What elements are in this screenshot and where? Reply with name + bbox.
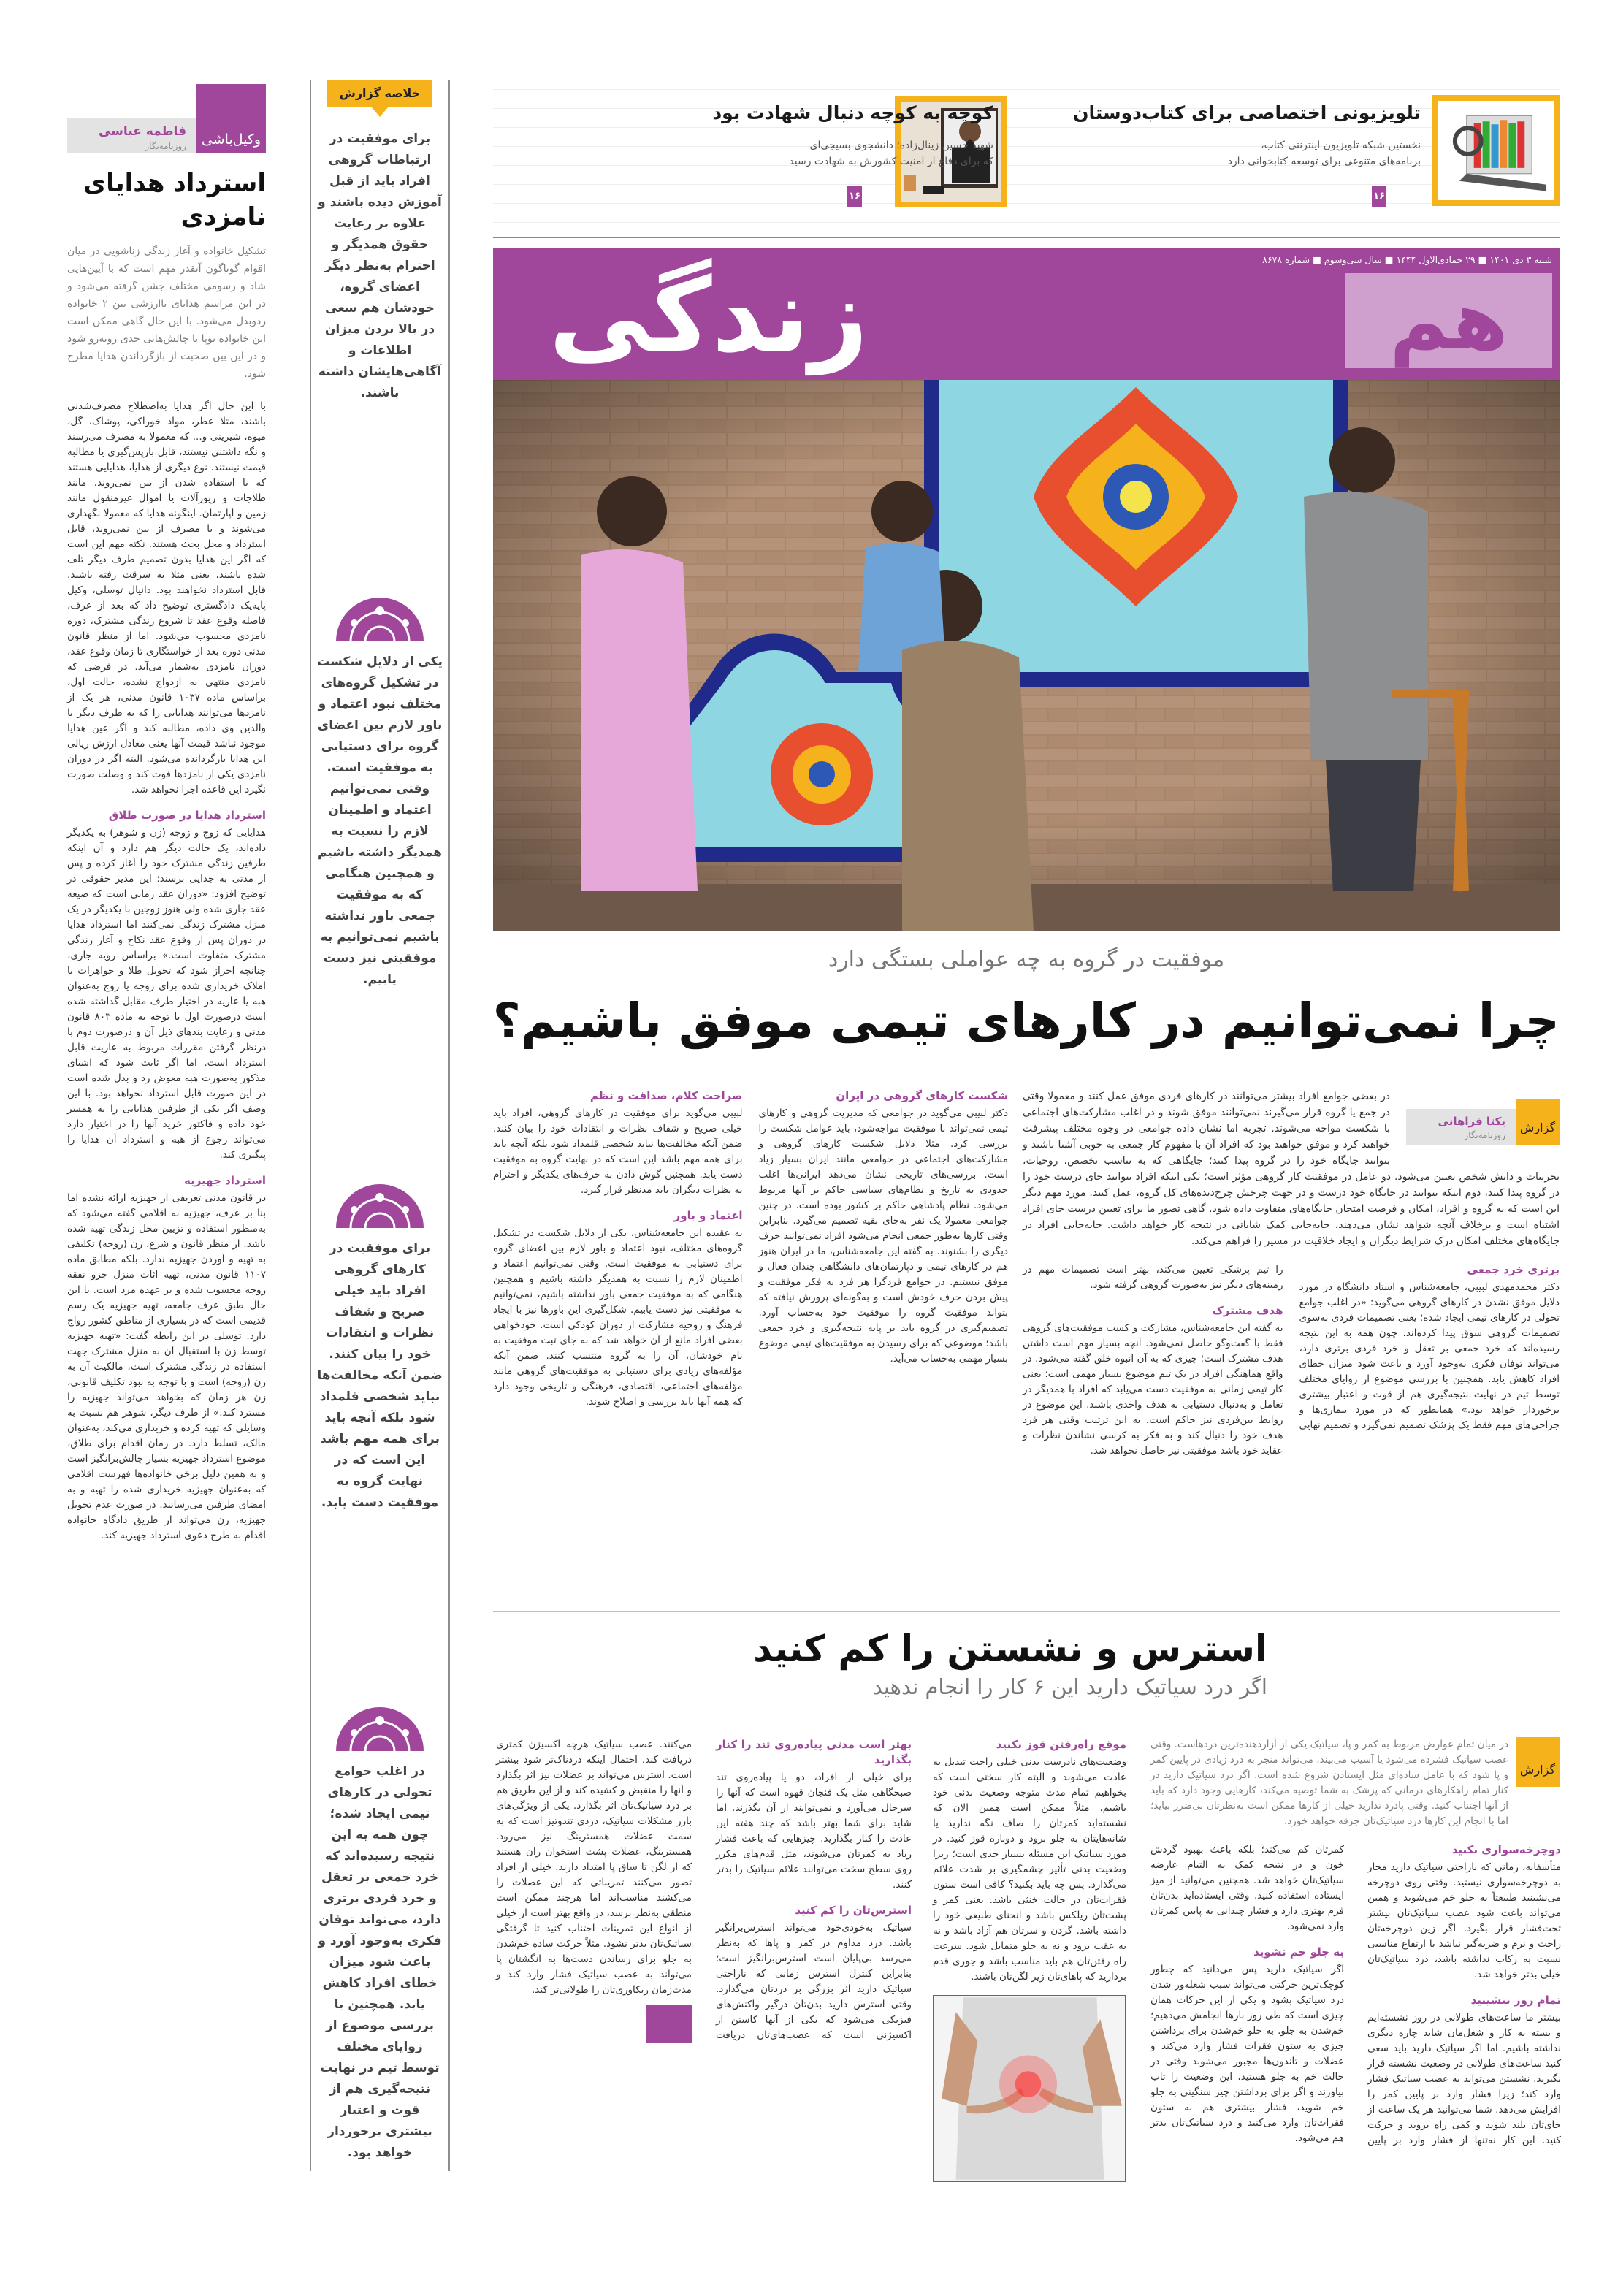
- teaser-sub-line: که برای دفاع از امنیت کشورش به شهادت رسید: [789, 156, 993, 167]
- section-label: گزارش: [1516, 1737, 1560, 1787]
- section-subheading: صراحت کلام، صداقت و نظم: [589, 1089, 743, 1102]
- back-pain-photo: [933, 1995, 1126, 2182]
- second-intro: در میان تمام عوارض مربوط به کمر و پا، سیاتیک یکی از آزاردهنده‌ترین دردهاست. وقتی عصب سیاتیک فشرده می‌شود یا آسیب می‌بیند، می‌تواند منجر به درد زیادی در پایین کمر و پا شود که با عامل ساده‌ای مثل ایستادن شروع شده است. اگر درد سیاتیک دارید در کنار تمام راهکارهای درمانی که پزشک به شما توصیه می‌کند، کارهایی وجود دارد که باید از آنها اجتناب کنید. وقتی پادرد ندارید خیلی از کارها ممکن است به‌نظرتان بی‌ضرر بیاید؛ اما با انجام این کارها درد سیاتیک‌تان جرقه خواهد خورد.: [1150, 1739, 1508, 1827]
- pull-quote: برای موفقیت در ارتباطات گروهی افراد باید از قبل آموزش دیده باشند و علاوه بر رعایت حقوق همدیگر و احترام به‌نظر دیگر اعضای گروه، خودشان هم سعی در بالا بردن میزان اطلاعات و آگاهی‌هایشان داشته باشند.: [318, 131, 442, 400]
- section-subheading: به جلو خم نشوید: [1253, 1945, 1344, 1959]
- left-lead: تشکیل خانواده و آغاز زندگی زناشویی در میان اقوام گوناگون آنقدر مهم است که با آیین‌هایی شاد و رسومی مختلف جشن گرفته می‌شود و در این مراسم هدایای باارزشی بین ۲ خانواده ردوبدل می‌شود. با این حال گاهی ممکن است این خانواده نوپا با چالش‌هایی جدی روبه‌رو شود و در این بین صحبت از بازگرداندن هدایا مطرح شود.: [67, 245, 266, 380]
- author-name: یکتا فراهانی: [1438, 1115, 1505, 1128]
- team-puzzle-illustration: [493, 380, 1560, 931]
- byline: [67, 118, 196, 153]
- section-subheading: استرداد جهیزیه: [183, 1174, 266, 1187]
- section-masthead: [493, 248, 1560, 380]
- main-kicker: موفقیت در گروه به چه عواملی بستگی دارد: [828, 947, 1225, 972]
- section-subheading: اعتماد و باور: [673, 1209, 743, 1222]
- pull-quote: در اغلب جوامع تحولی در کارهای تیمی ایجاد شده؛ چون همه به این نتیجه رسیده‌اند که خرد جمعی بر تعقل و خرد فردی برتری دارد، می‌تواند توفان فکری به‌وجود آورد و باعث شود میزان خطای افراد کاهش یابد. همچنین با بررسی موضوع از زوایای مختلف توسط تیم در نهایت نتیجه‌گیری هم از قوت و اعتبار بیشتری برخوردار خواهد بود.: [318, 1764, 442, 2160]
- teaser-sub: [1056, 137, 1421, 169]
- section-paragraph: به گفته این جامعه‌شناس، مشارکت و کسب موفقیت‌های گروهی فقط با گفت‌وگو حاصل نمی‌شود. آنچه بسیار مهم است داشتن هدف مشترک است؛ چیزی که به آن انبوه خلق گفته می‌شود. در واقع هماهنگی افراد در یک تیم موضوع بسیار مهمی است؛ یعنی کار تیمی زمانی به موفقیت دست می‌یابد که افراد با همدیگر در تعامل و به‌دنبال دستیابی به هدف واحدی باشند. این موضوع در روابط بین‌فردی نیز حاکم است. به این ترتیب وقتی هر فرد هدف خود را دنبال کند و به فکر به کرسی نشاندن نظرات و عقاید خود باشد موفقیتی نیز حاصل نخواهد شد.: [1023, 1322, 1283, 1457]
- dateline: شنبه ۳ دی ۱۴۰۱ ■ ۲۹ جمادی‌الاول ۱۴۴۴ ■ سال سی‌وسوم ■ شماره ۸۶۷۸: [1262, 254, 1552, 265]
- logo-part-zendegi: زندگی: [549, 256, 869, 375]
- second-article-right: [1150, 1737, 1561, 2148]
- teaser-sub-line: شهید حسین زینال‌زاده؛ دانشجوی بسیجی‌ای: [809, 140, 993, 151]
- teaser-sub: [657, 137, 993, 169]
- mandala-ornament-icon: [332, 1184, 427, 1228]
- section-subheading: موقع راه‌رفتن قوز نکنید: [996, 1738, 1126, 1751]
- section-subheading: استرس‌تان را کم کنید: [795, 1904, 912, 1917]
- main-body-left: [493, 1088, 1008, 1410]
- divider: [493, 1611, 1560, 1612]
- byline-block: [1399, 1099, 1560, 1160]
- back-pain-illustration: [934, 1996, 1125, 2181]
- main-article-right: [1023, 1088, 1560, 1459]
- section-paragraph: وضعیت‌های نادرست بدنی خیلی راحت تبدیل به عادت می‌شوند و البته کار سختی است که بخواهیم تمام مدت متوجه وضعیت بدنی خود باشیم. مثلاً ممکن است همین الان که نشسته‌اید کمرتان را صاف نگه ندارید یا شانه‌هایتان به جلو برود و دوباره قوز کنید. در مورد سیاتیک این مسئله بسیار جدی است؛ زیرا وضعیت بدنی تأثیر چشمگیری بر شدت علائم می‌گذارد. پس چه باید بکنید؟ کافی است ستون فقرات‌تان در حالت خنثی باشد. یعنی کمر و پشت‌تان ریلکس باشد و انحنای طبیعی خود را داشته باشد. گردن و سرتان هم آزاد باشد و نه به عقب برود و نه به جلو متمایل شود. سرعت راه رفتن‌تان هم باید مناسب باشد و جوری قدم بردارید که پاهای‌تان زیر لگن‌تان باشند.: [933, 1756, 1126, 1983]
- author-role: روزنامه‌نگار: [145, 141, 186, 151]
- section-subheading: دوچرخه‌سواری نکنید: [1451, 1843, 1561, 1856]
- logo-part-ham: هم: [1345, 273, 1552, 368]
- section-subheading: هدف مشترک: [1212, 1304, 1283, 1317]
- main-intro: [1023, 1088, 1560, 1249]
- section-subheading: برتری خرد جمعی: [1467, 1263, 1560, 1276]
- pull-quote: برای موفقیت در کارهای گروهی افراد باید خیلی صریح و شفاف نظرات و انتقادات خود را بیان کنند. ضمن آنکه مخالفت‌ها نباید شخصی قلمداد شود بلکه آنچه باید برای همه مهم باشد این است که در نهایت گروه به موفقیت دست یابد.: [317, 1241, 443, 1510]
- teaser-title[interactable]: تلویزیونی اختصاصی برای کتاب‌دوستان: [1073, 102, 1421, 123]
- second-article-middle: [933, 1737, 1126, 2182]
- second-body-right: [1150, 1842, 1561, 2148]
- report-summary-sidebar: [310, 80, 450, 2171]
- summary-label: خلاصه گزارش: [327, 80, 432, 107]
- second-headline: استرس و نشستن را کم کنید: [753, 1628, 1267, 1670]
- section-subheading: بهتر است مدتی پیاده‌روی تند را کنار بگذارید: [716, 1738, 912, 1766]
- section-paragraph: متأسفانه، زمانی که ناراحتی سیاتیک دارید مجاز به دوچرخه‌سواری نیستید. وقتی روی دوچرخه می‌نشینید طبیعتاً به جلو خم می‌شوید و همین می‌تواند باعث شود عصب سیاتیک‌تان بیشتر تحت‌فشار قرار بگیرد. اگر زین دوچرخه‌تان راحت و نرم و ضربه‌گیر نباشد یا ارتفاع مناسبی نسبت به رکاب نداشته باشد، درد سیاتیک‌تان خیلی بدتر خواهد شد.: [1367, 1861, 1561, 1980]
- left-headline: استرداد هدایای نامزدی: [83, 169, 266, 232]
- second-article-left: [496, 1737, 912, 2043]
- section-paragraph: سیاتیک به‌خودی‌خود می‌تواند استرس‌برانگیز باشد. درد مداوم در کمر و پاها که به‌نظر می‌رسد بی‌پایان است استرس‌برانگیز است؛ بنابراین کنترل استرس زمانی که ناراحتی سیاتیک دارید اثر بزرگی بر دردتان می‌گذارد. وقتی استرس دارید بدن‌تان درگیر واکنش‌های فیزیکی می‌شود که یکی از آنها کاستن از اکسیژنی است که عصب‌های‌تان دریافت می‌کنند. عصب سیاتیک هرچه اکسیژن کمتری دریافت کند، احتمال اینکه دردناک‌تر شود بیشتر است. استرس می‌تواند بر عضلات نیز اثر بگذارد و آنها را منقبض و کشیده کند و از این طریق هم بر درد سیاتیک‌تان اثر بگذارد. یکی از ویژگی‌های بارز مشکلات سیاتیک، دردی تندوتیز است که به سمت عضلات همسترینگ نیز می‌رود. همسترینگ، عضلات پشت استخوان ران هستند که از لگن تا ساق پا امتداد دارند. خیلی از افراد تصور می‌کنند تمریناتی که این عضلات را می‌کشند مناسب‌اند اما هرچند ممکن است منطقی به‌نظر برسد، در واقع بهتر است از خیلی از انواع این تمرینات اجتناب کنید تا گرفتگی سیاتیک‌تان بدتر نشود. مثلاً حرکت ساده خم‌شدن به جلو برای رساندن دست‌ها به انگشتان پا می‌تواند به عصب سیاتیک فشار وارد کند و مدت‌زمان ریکاوری‌تان را طولانی‌تر کند.: [496, 1739, 912, 2041]
- section-subheading: استرداد هدایا در صورت طلاق: [108, 809, 266, 822]
- section-label: وکیل‌باشی: [196, 84, 266, 153]
- second-subheadline: اگر درد سیاتیک دارید این ۶ کار را انجام ندهید: [872, 1674, 1267, 1699]
- second-body-mid: [933, 1737, 1126, 1985]
- section-paragraph: دکتر محمدمهدی لبیبی، جامعه‌شناس و استاد دانشگاه در مورد دلایل موفق نشدن در کارهای گروهی می‌گوید: «در اغلب جوامع تحولی در کارهای تیمی ایجاد شده؛ یعنی تصمیمات فردی به‌سوی تصمیمات گروهی سوق پیدا کرده‌اند. چون همه به این نتیجه رسیده‌اند که خرد جمعی بر تعقل و خرد فردی برتری دارد، می‌تواند توفان فکری به‌وجود آورد و باعث شود میزان خطای افراد کاهش یابد. همچنین با بررسی موضوع از زوایای مختلف توسط تیم در نهایت نتیجه‌گیری هم از قوت و اعتبار بیشتری برخوردار خواهد بود.» همانطور که در مورد بیماری‌ها و جراحی‌های مهم فقط یک پزشک تصمیم نمی‌گیرد و تصمیم نهایی را تیم پزشکی تعیین می‌کند، بهتر است تصمیمات مهم در زمینه‌های دیگر نیز به‌صورت گروهی گرفته شود.: [1023, 1264, 1560, 1431]
- main-headline: چرا نمی‌توانیم در کارهای تیمی موفق باشیم؟: [492, 993, 1560, 1049]
- section-subheading: شکست کارهای گروهی در ایران: [836, 1089, 1008, 1102]
- left-article: [67, 80, 266, 1544]
- second-body-left: [496, 1737, 912, 2043]
- pull-quote: یکی از دلایل شکست در تشکیل گروه‌های مختلف نبود اعتماد و باور لازم بین اعضای گروه برای دستیابی به موفقیت است. وقتی نمی‌توانیم اعتماد و اطمینان لازم را نسبت به همدیگر داشته باشیم و همچنین هنگامی که به موفقیت جمعی باور نداشته باشیم نمی‌توانیم به موفقیتی نیز دست یابیم.: [317, 655, 443, 987]
- teaser-title[interactable]: کوچه به کوچه دنبال شهادت بود: [712, 102, 993, 123]
- byline: [1406, 1109, 1516, 1145]
- divider: [493, 237, 1560, 238]
- main-intro-text: در بعضی جوامع افراد بیشتر می‌توانند در کارهای فردی موفق عمل کنند و معمولا وقتی در جمع یا گروه قرار می‌گیرند نمی‌توانند موفق شوند و در اغلب مشارکت‌های اجتماعی با شکست مواجه می‌شوند. تجربه اما نشان داده جوامعی در وجوه مختلف پیشرفت خواهند کرد و موفق خواهند بود که افراد آن با مفهوم کار جمعی به خوبی آشنا باشند و بتوانند جایگاه خود را در گروه پیدا کنند؛ جایگاهی که به تناسب تخصص، روحیات، تجربیات و دانش شخص تعیین می‌شود. دو عامل در موفقیت کار گروهی مؤثر است؛ یکی اینکه افراد بتوانند جای درست خود را در گروه پیدا کنند، دوم اینکه بتوانند در جایگاه خود درست و در جهت چرخش چرخ‌دنده‌های کل گروه، عمل کنند. مورد مهم دیگر این است که به گروه و افراد، امکان و فرصت امتحان جایگاه‌های متفاوت داده شود. گاهی تصور ما برای تعیین درست جای افراد اشتباه است و برخلاف آنچه شواهد نشان می‌دهند، جابه‌جایی کمک شایانی در نتیجه کار خواهد داشت. جابه‌جایی افراد در جایگاه‌های مختلف امکان درک شرایط دیگران و ایجاد خلاقیت در مسیر را فراهم می‌کند.: [1023, 1091, 1560, 1247]
- section-paragraph: با این حال اگر هدایا به‌اصطلاح مصرف‌شدنی باشند، مثلا عطر، مواد خوراکی، پوشاک، گل، میوه، شیرینی و... که معمولا به مصرف می‌رسند و نگه داشتنی نیستند، قابل بازپس‌گیری یا مطالبه قیمت نیستند. نوع دیگری از هدایا، هدایایی هستند که با استفاده شدن از بین نمی‌روند، مانند طلاجات و زیورآلات یا اموال غیرمنقول مانند زمین و آپارتمان. اینگونه هدایا که معمولا نگهداری می‌شوند و با مصرف از بین نمی‌روند، قابل استرداد و محل بحث هستند. نکته مهم این است که اگر این هدایا بدون تصمیم طرف دیگر تلف شده باشند، یعنی مثلا به سرقت رفته باشند، قابل استرداد نخواهند بود. دانیال توسلی، وکیل پایه‌یک دادگستری توضیح داد که بعد از عرف، فاصله وقوع عقد تا شروع زندگی مشترک، دوره نامزدی محسوب می‌شود. اما از منظر قانون مدنی دوره بعد از خواستگاری تا زمان وقوع عقد، دوران نامزدی به‌شمار می‌آید. در فرضی که نامزدی منتهی به ازدواج نشده، حالت اول، براساس ماده ۱۰۳۷ قانون مدنی، هر یک از نامزدها می‌توانند هدایایی را که به طرف دیگر یا والدین وی داده، مطالبه کند و اگر عین هدایا موجود نباشد قیمت آنها یعنی معادل ارزش ریالی این هدایا بازگردانده می‌شود. البته اگر در دوران نامزدی یکی از نامزدها فوت کند و وصلت صورت نگیرد این قاعده اجرا نخواهد شد.: [67, 400, 267, 796]
- main-body-right: [1023, 1262, 1560, 1459]
- page-number-badge[interactable]: ۱۶: [1372, 186, 1386, 207]
- hero-photo-team-puzzle: [493, 380, 1560, 931]
- section-paragraph: دکتر لبیبی می‌گوید در جوامعی که مدیریت گروهی و کارهای تیمی نمی‌تواند با موفقیت مواجه‌شود، باید عوامل شکست را بررسی کرد. مثلا دلایل شکست کارهای گروهی و مشارکت‌های اجتماعی در جوامعی مانند ایران بسیار زیاد است. بررسی‌های تاریخی نشان می‌دهد ایرانی‌ها اغلب حدودی به تاریخ و نظام‌های سیاسی حاکم بر آنها مربوط می‌شود. نظام پادشاهی حاکم بر کشور بوده است. در چنین جوامعی معمولا یک نفر به‌جای بقیه تصمیم می‌گیرد. بنابراین وقتی کارها به‌طور جمعی انجام می‌شود افراد نمی‌توانند حرف دیگری را بشنوند. به گفته این جامعه‌شناس، ما در ایران هنوز هم در کارهای تیمی و دپارتمان‌های دانشگاهی چندان فعال و موفق نیستیم. در جوامع فردگرا هر فرد به فکر موفقیت و پیش بردن حرف خودش است و به‌گونه‌ای پرورش نیافته که بتواند موفقیت گروه را موفقیت خود به‌حساب آورد. تصمیم‌گیری در گروه باید بر پایه نتیجه‌گیری و خرد جمعی باشد؛ موضوعی که برای رسیدن به موفقیت‌های تیمی موضوع بسیار مهمی به‌حساب می‌آید.: [758, 1107, 1008, 1365]
- section-paragraph: برای خیلی از افراد، دو یا پیاده‌روی تند صبحگاهی مثل یک فنجان قهوه است که آنها را سرحال می‌آورد و نمی‌توانند از آن بگذرند. اما شاید برای شما بهتر باشد که چند هفته این عادت را کنار بگذارید. چیزهایی که باعث فشار زیاد به کمرتان می‌شوند، مثل قدم‌های مکرر روی سطح سخت می‌توانند علائم سیاتیک را بدتر کنند.: [716, 1771, 912, 1891]
- teaser-sub-line: برنامه‌های متنوعی برای توسعه کتابخوانی دارد: [1227, 156, 1421, 167]
- end-mark-square: [646, 2005, 692, 2043]
- teaser-image-laptop-books[interactable]: [1432, 95, 1560, 206]
- section-subheading: تمام روز ننشینید: [1470, 1994, 1561, 2007]
- section-label: گزارش: [1516, 1099, 1560, 1145]
- section-paragraph: لبیبی می‌گوید برای موفقیت در کارهای گروهی، افراد باید خیلی صریح و شفاف نظرات و انتقادات خود را بیان کنند. ضمن آنکه مخالفت‌ها نباید شخصی قلمداد شود بلکه آنچه باید برای همه مهم باشد این است که در نهایت گروه به موفقیت دست یابد. همچنین گوش دادن به حرف‌های یکدیگر و احترام به نظرات دیگران باید مدنظر قرار گیرد.: [493, 1107, 743, 1196]
- laptop-books-icon: [1438, 101, 1554, 200]
- section-paragraph: در قانون مدنی تعریفی از جهیزیه ارائه نشده اما بنا بر عرف، جهیزیه به اقلامی گفته می‌شود که به‌منظور استفاده و تزیین محل زندگی تهیه شده باشد. از منظر قانون و شرع، زن (زوجه) تکلیفی به تهیه و آوردن جهیزیه ندارد. بلکه مطابق ماده ۱۱۰۷ قانون مدنی، تهیه اثاث منزل جزو نفقه زوجه محسوب شده و بر عهده مرد است. با این حال طبق عرف جامعه، تهیه جهیزیه یک رسم قدیمی است که در بسیاری از مناطق کشور رواج دارد. توسلی در این رابطه گفت: «تهیه جهیزیه توسط زن با استقبال آن به منزل مشترک جهت استفاده در زندگی مشترک است، مالکیت آن به زن (زوجه) است و با توجه به نبود تکلیف قانونی، زن هر زمان که بخواهد می‌تواند جهیزیه را مسترد کند.» از طرف دیگر، شوهر هم نسبت به وسایلی که تهیه کرده و خریداری می‌کند، به‌عنوان مالک، تسلط دارد. در زمان اقدام برای طلاق، موضوع استرداد جهیزیه بسیار چالش‌برانگیز است و به همین دلیل برخی خانواده‌ها فهرست اقلامی که به‌عنوان جهیزیه خریداری شده را تهیه و به امضای طرفین می‌رسانند. در صورت عدم تحویل جهیزیه، زن می‌تواند از طریق دادگاه خانواده اقدام به طرح دعوی استرداد جهیزیه کند.: [67, 1192, 266, 1541]
- section-paragraph: هدایایی که زوج و زوجه (زن و شوهر) به یکدیگر داده‌اند، یک حالت دیگر هم دارد و آن اینکه طرفین زندگی مشترک خود را آغاز کرده و پس از مدتی به جدایی برسند؛ این مدیر حقوقی در توضیح افزود: «دوران عقد زمانی است که صیغه عقد جاری شده ولی هنوز زوجین با یکدیگر در یک منزل مشترک زندگی نمی‌کنند اما استرداد هدایا در دوران پس از وقوع عقد نکاح و آغاز زندگی مشترک متفاوت است.» براساس رویه جاری، چنانچه احراز شود که تحویل طلا و جواهرات یا املاک خریداری شده برای زوجه یا زوج به‌عنوان هبه یا عاریه در اختیار طرف مقابل گذاشته شده است درصورت اول با توجه به ماده ۸۰۳ قانون مدنی و رعایت بندهای ذیل آن و درصورت دوم با درنظر گرفتن مقررات مربوط به عاریت قابل استرداد است. اما اگر ثابت شود که اشیای مذکور به‌صورت هبه معوض رد و بدل شده است در این صورت قابل استرداد نخواهد بود. با این وصف اگر یکی از طرفین هدایایی را به همسر خود داده و فاکتور خرید آنها را در اختیار دارد می‌تواند رجوع از هبه و استرداد آن هدایا را پیگیری کند.: [67, 827, 266, 1161]
- teaser-sub-line: نخستین شبکه تلویزیون اینترنتی کتاب،: [1261, 140, 1421, 151]
- author-role: روزنامه‌نگار: [1464, 1130, 1505, 1140]
- section-paragraph: اگر سیاتیک دارید پس می‌دانید که چطور کوچک‌ترین حرکتی می‌تواند سبب شعله‌ور شدن درد سیاتیک بشود و یکی از این حرکات همان چیزی است که طی روز بارها انجامش می‌دهیم؛ خم‌شدن به جلو. به جلو خم‌شدن برای برداشتن چیزی به ستون فقرات فشار وارد می‌کند و عضلات و تاندون‌ها مجبور می‌شوند وقتی در حالت خم به جلو هستید، این وضعیت را تاب بیاورند و اگر برای برداشتن چیز سنگینی به جلو خم شوید، فشار بیشتری هم به ستون فقرات‌تان وارد می‌کنید و درد سیاتیک‌تان بدتر هم می‌شود.: [1150, 1964, 1344, 2144]
- page-number-badge[interactable]: ۱۶: [847, 186, 862, 207]
- mandala-ornament-icon: [332, 1707, 427, 1751]
- left-body: [67, 399, 266, 1544]
- section-paragraph: بیشتر ما ساعت‌های طولانی در روز نشسته‌ایم و بسته به کار و شغل‌مان شاید چاره دیگری نداشته باشیم. اما اگر سیاتیک دارید باید سعی کنید ساعت‌های طولانی در وضعیت نشسته قرار نگیرید. نشستن می‌تواند به عصب سیاتیک فشار وارد کند؛ زیرا فشار وارد بر پایین کمر را افزایش می‌دهد. شما می‌توانید هر یک ساعت از جای‌تان بلند شوید و کمی راه بروید و حرکت کنید. این کار نه‌تنها از فشار وارد بر پایین کمرتان کم می‌کند؛ بلکه باعث بهبود گردش خون و در نتیجه کمک به التیام عارضه سیاتیک‌تان خواهد شد. همچنین می‌توانید از میز ایستاده استفاده کنید. وقتی ایستاده‌اید بدن‌تان فرم بهتری دارد و فشار چندانی به پایین کمرتان وارد نمی‌شود.: [1150, 1844, 1561, 2146]
- mandala-ornament-icon: [332, 598, 427, 641]
- section-paragraph: به عقیده این جامعه‌شناس، یکی از دلایل شکست در تشکیل گروه‌های مختلف، نبود اعتماد و باور لازم بین اعضای گروه برای دستیابی به موفقیت است. وقتی نمی‌توانیم اعتماد و اطمینان لازم را نسبت به همدیگر داشته باشیم و همچنین هنگامی که به موفقیت جمعی باور نداشته باشیم، نمی‌توانیم به موفقیتی نیز دست یابیم. شکل‌گیری این باورها نیز با ایجاد فرهنگ و روحیه مشارکت از دوران کودکی است. خودخواهی بعضی افراد مانع از آن خواهد شد که به جای ثبت موفقیت به نام خودشان، آن را به گروه منتسب کنند. ضمن آنکه مؤلفه‌های زیادی برای دستیابی به موفقیت‌های گروهی مانند مؤلفه‌های اجتماعی، اقتصادی، فرهنگی و تاریخی وجود دارد که همه آنها باید بررسی و اصلاح شوند.: [493, 1227, 743, 1408]
- author-name: فاطمه عباسی: [98, 124, 186, 139]
